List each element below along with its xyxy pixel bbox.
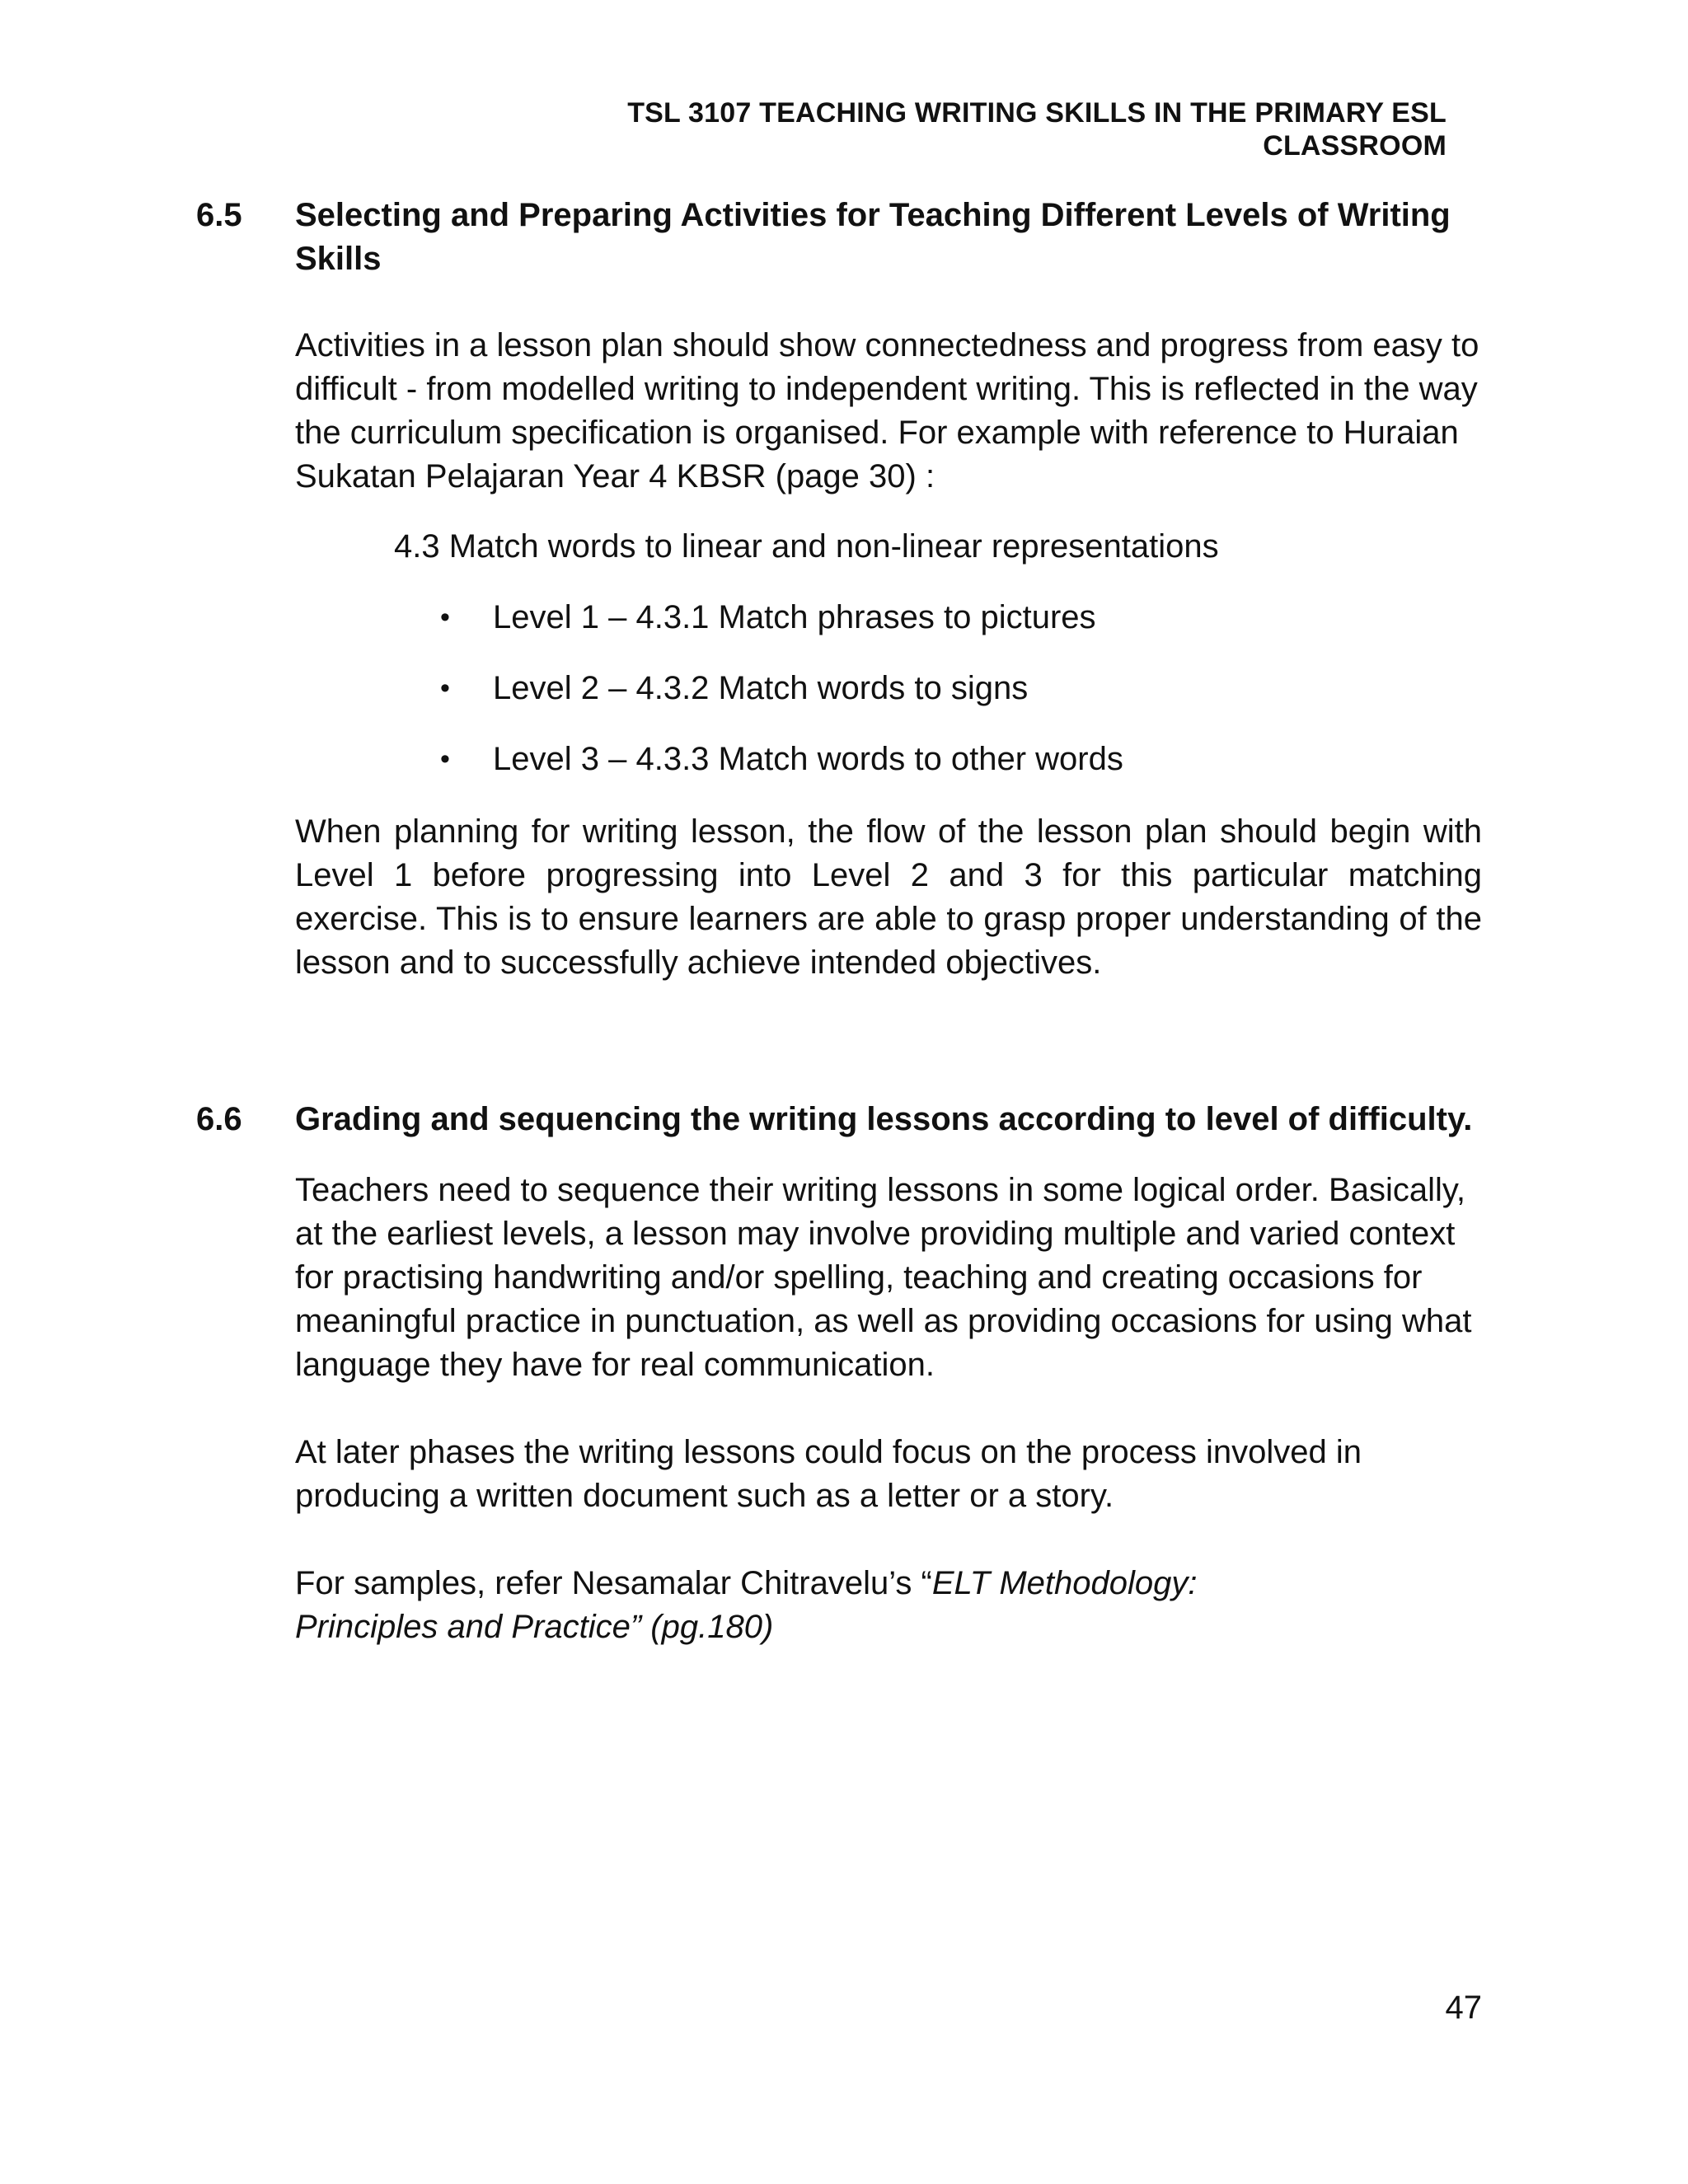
section-6-6-title: Grading and sequencing the writing lessons according to level of difficulty. xyxy=(295,1101,1473,1137)
section-6-5-closing-text: When planning for writing lesson, the flow of the lesson plan should begin with Level 1 before progressing into Level 2 and 3 for this particular matching exercise. This is to ensure learners are able to grasp proper understanding of the lesson and to successfully achieve intended objectives. xyxy=(295,813,1482,981)
list-item xyxy=(437,738,1426,808)
level-2-text: Level 2 – 4.3.2 Match words to signs xyxy=(493,670,1029,706)
section-6-5-intro-text: Activities in a lesson plan should show connectedness and progress from easy to difficult - from modelled writing to independent writing. This is reflected in the way the curriculum specification is organised. For example with reference to Huraian Sukatan Pelajaran Year 4 KBSR (page 30) : xyxy=(295,327,1479,494)
reference-title: ELT Methodology: Principles and Practice” (pg.180) xyxy=(295,1565,1198,1645)
page-number: 47 xyxy=(1445,1990,1482,2026)
level-1-text: Level 1 – 4.3.1 Match phrases to pictures xyxy=(493,599,1096,635)
reference-note xyxy=(295,1562,1251,1649)
bullet-icon: • xyxy=(440,743,450,775)
curriculum-subheading: 4.3 Match words to linear and non-linear representations xyxy=(394,528,1219,565)
section-6-5-number: 6.5 xyxy=(196,197,242,233)
running-header: TSL 3107 TEACHING WRITING SKILLS IN THE PRIMARY ESL CLASSROOM xyxy=(627,97,1447,162)
section-6-6-paragraph-2-text: At later phases the writing lessons could focus on the process involved in producing a written document such as a letter or a story. xyxy=(295,1434,1362,1514)
section-6-6-paragraph-1-text: Teachers need to sequence their writing lessons in some logical order. Basically, at the earliest levels, a lesson may involve providing multiple and varied context for practising handwriting and/or spelling, teaching and creating occasions for meaningful practice in punctuation, as well as providing occasions for using what language they have for real communication. xyxy=(295,1172,1472,1383)
bullet-icon: • xyxy=(440,602,450,633)
list-item xyxy=(437,596,1426,667)
section-6-5-intro xyxy=(295,324,1482,499)
list-item xyxy=(437,667,1426,738)
level-3-text: Level 3 – 4.3.3 Match words to other words xyxy=(493,741,1123,777)
section-6-5-title: Selecting and Preparing Activities for Teaching Different Levels of Writing Skills xyxy=(295,197,1451,277)
section-6-6-paragraph-1 xyxy=(295,1169,1474,1387)
reference-note-text xyxy=(295,1562,1251,1649)
bullet-icon: • xyxy=(440,673,450,704)
section-6-6-paragraph-2 xyxy=(295,1431,1391,1518)
level-list xyxy=(437,596,1426,808)
reference-prefix: For samples, refer Nesamalar Chitravelu’s “ xyxy=(295,1565,932,1601)
section-6-5-closing xyxy=(295,810,1482,985)
section-6-6-number: 6.6 xyxy=(196,1101,242,1137)
